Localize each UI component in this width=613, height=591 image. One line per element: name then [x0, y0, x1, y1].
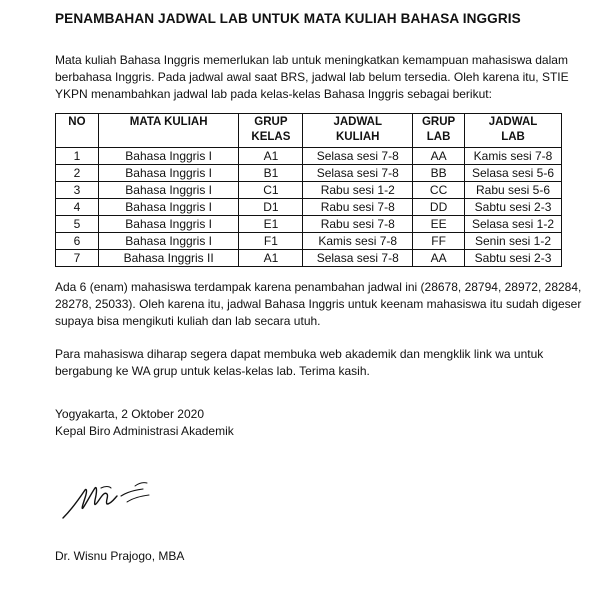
- signer-name: Dr. Wisnu Prajogo, MBA: [55, 549, 185, 563]
- table-cell: Sabtu sesi 2-3: [465, 250, 562, 267]
- table-cell: FF: [413, 233, 465, 250]
- schedule-table: [55, 113, 562, 267]
- table-cell: Senin sesi 1-2: [465, 233, 562, 250]
- table-cell: Selasa sesi 7-8: [303, 165, 413, 182]
- table-cell: 6: [56, 233, 99, 250]
- document-title: PENAMBAHAN JADWAL LAB UNTUK MATA KULIAH BAHASA INGGRIS: [55, 11, 521, 26]
- table-row: [56, 216, 562, 233]
- table-cell: 2: [56, 165, 99, 182]
- signature-area: [55, 440, 590, 540]
- table-cell: Rabu sesi 7-8: [303, 216, 413, 233]
- table-cell: Bahasa Inggris I: [98, 165, 239, 182]
- table-header-cell: GRUP KELAS: [239, 114, 303, 148]
- table-header-cell: NO: [56, 114, 99, 148]
- table-header-cell: GRUP LAB: [413, 114, 465, 148]
- table-cell: Bahasa Inggris I: [98, 216, 239, 233]
- table-cell: Selasa sesi 5-6: [465, 165, 562, 182]
- table-cell: 5: [56, 216, 99, 233]
- table-cell: Selasa sesi 7-8: [303, 148, 413, 165]
- table-cell: D1: [239, 199, 303, 216]
- table-header-cell: JADWAL KULIAH: [303, 114, 413, 148]
- affected-students-paragraph: Ada 6 (enam) mahasiswa terdampak karena penambahan jadwal ini (28678, 28794, 28972, 28284, 28278, 25033). Oleh karena itu, jadwal Bahasa Inggris untuk keenam mahasiswa itu sudah digeser supaya bisa mengikuti kuliah dan lab secara utuh.: [55, 280, 582, 328]
- table-cell: Selasa sesi 7-8: [303, 250, 413, 267]
- signer-position: Kepal Biro Administrasi Akademik: [55, 424, 234, 438]
- table-cell: A1: [239, 250, 303, 267]
- table-cell: Bahasa Inggris I: [98, 199, 239, 216]
- table-cell: Bahasa Inggris I: [98, 233, 239, 250]
- table-cell: 4: [56, 199, 99, 216]
- intro-paragraph: Mata kuliah Bahasa Inggris memerlukan lab untuk meningkatkan kemampuan mahasiswa dalam berbahasa Inggris. Pada jadwal awal saat BRS, jadwal lab belum tersedia. Oleh karena itu, STIE YKPN menambahkan jadwal lab pada kelas-kelas Bahasa Inggris sebagai berikut:: [55, 53, 569, 101]
- table-cell: BB: [413, 165, 465, 182]
- table-cell: Bahasa Inggris I: [98, 148, 239, 165]
- table-cell: Rabu sesi 5-6: [465, 182, 562, 199]
- table-cell: AA: [413, 250, 465, 267]
- table-cell: Selasa sesi 1-2: [465, 216, 562, 233]
- table-row: [56, 165, 562, 182]
- table-cell: B1: [239, 165, 303, 182]
- table-row: [56, 233, 562, 250]
- table-cell: A1: [239, 148, 303, 165]
- table-cell: Rabu sesi 1-2: [303, 182, 413, 199]
- table-cell: Bahasa Inggris II: [98, 250, 239, 267]
- table-cell: 7: [56, 250, 99, 267]
- table-cell: EE: [413, 216, 465, 233]
- table-header-cell: MATA KULIAH: [98, 114, 239, 148]
- table-cell: Bahasa Inggris I: [98, 182, 239, 199]
- table-cell: Rabu sesi 7-8: [303, 199, 413, 216]
- table-cell: F1: [239, 233, 303, 250]
- letter-page: [55, 8, 590, 565]
- table-cell: DD: [413, 199, 465, 216]
- handwritten-signature: [57, 478, 167, 523]
- table-cell: 3: [56, 182, 99, 199]
- table-cell: Kamis sesi 7-8: [303, 233, 413, 250]
- table-header-cell: JADWAL LAB: [465, 114, 562, 148]
- instruction-paragraph: Para mahasiswa diharap segera dapat membuka web akademik dan mengklik link wa untuk bergabung ke WA grup untuk kelas-kelas lab. Terima kasih.: [55, 347, 544, 378]
- place-date: Yogyakarta, 2 Oktober 2020: [55, 407, 204, 421]
- table-header-row: [56, 114, 562, 148]
- table-cell: E1: [239, 216, 303, 233]
- table-cell: 1: [56, 148, 99, 165]
- table-cell: AA: [413, 148, 465, 165]
- table-cell: Kamis sesi 7-8: [465, 148, 562, 165]
- table-row: [56, 199, 562, 216]
- table-cell: C1: [239, 182, 303, 199]
- table-row: [56, 250, 562, 267]
- table-cell: CC: [413, 182, 465, 199]
- table-row: [56, 148, 562, 165]
- table-cell: Sabtu sesi 2-3: [465, 199, 562, 216]
- table-row: [56, 182, 562, 199]
- table-body: [56, 148, 562, 267]
